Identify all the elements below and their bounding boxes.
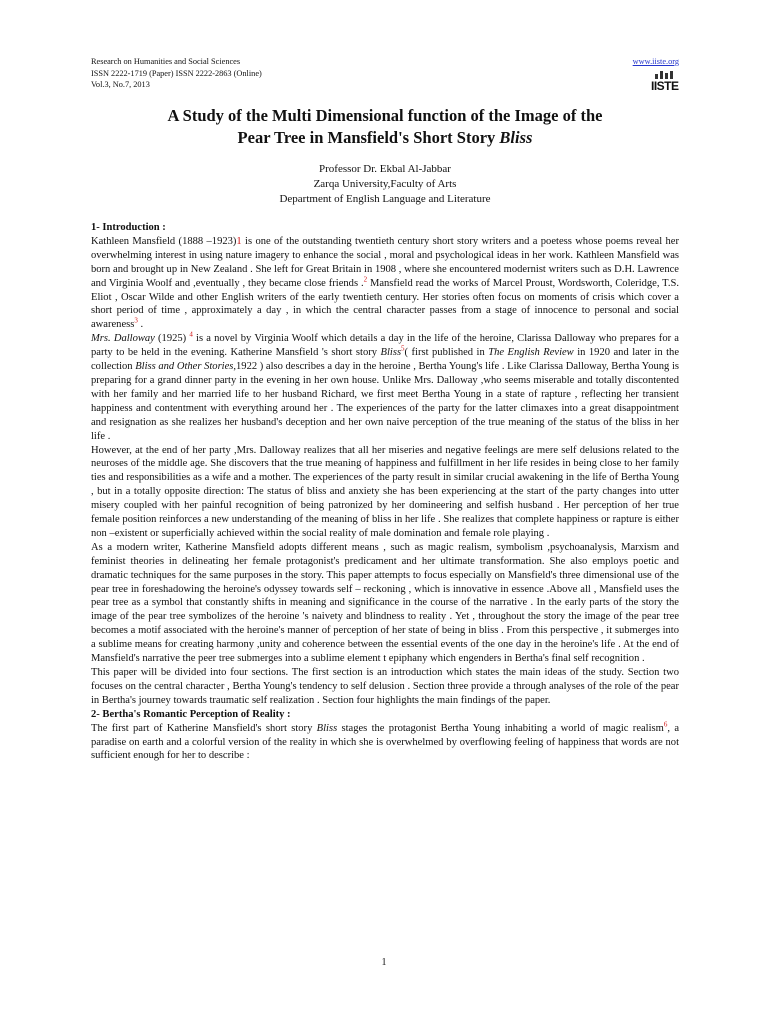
paragraph-6-text-a: The first part of Katherine Mansfield's short story: [91, 722, 317, 734]
paragraph-1-text-d: .: [137, 319, 144, 331]
paragraph-5: This paper will be divided into four sections. The first section is an introduction which states the main ideas of the study. Section two focuses on the central character , Bertha Young's tendency to self delusion . Section three provide a through analyses of the role of the pear in Bertha's journey towards traumatic self realization . Section four highlights the main findings of the paper.: [91, 667, 679, 706]
italic-english-review: The English Review: [488, 347, 574, 359]
logo-text: IISTE: [651, 79, 679, 93]
footnote-ref-4[interactable]: 4: [189, 330, 193, 339]
italic-mrs-dalloway: Mrs. Dalloway: [91, 333, 155, 345]
paragraph-6-text-b: stages the protagonist Bertha Young inhabiting a world of magic realism: [337, 722, 664, 734]
paragraph-1-text-c: Mansfield read the works of Marcel Proust, Wordsworth, Coleridge, T.S. Eliot , Oscar Wilde and other English writers of the early twentieth century. Her stories often focus on moments of crisis which cover a short period of time , approximately a day , in which the central character passes from a stage of innocence to personal and social awareness: [91, 277, 679, 331]
paragraph-1: [91, 235, 679, 332]
page-header: [91, 56, 679, 91]
title-line-1: A Study of the Multi Dimensional function of the Image of the: [167, 106, 603, 125]
paper-body: [91, 221, 679, 763]
paragraph-2-text-c: ( first published in: [404, 347, 489, 359]
paragraph-6-text-c: , a paradise on earth and a colorful version of the reality in which she is overwhelmed by overflowing feeling of happiness that words are not sufficient enough for her to describe :: [91, 722, 679, 762]
journal-url-link[interactable]: www.iiste.org: [632, 57, 679, 66]
title-italic-bliss: Bliss: [499, 128, 533, 147]
italic-bliss: Bliss: [380, 347, 402, 359]
iiste-logo: [651, 71, 677, 99]
footnote-ref-1[interactable]: 1: [236, 235, 242, 247]
section-1-heading: 1- Introduction :: [91, 222, 166, 233]
italic-bliss-collection: Bliss and Other Stories: [135, 361, 234, 373]
section-2-heading: 2- Bertha's Romantic Perception of Reality :: [91, 708, 291, 720]
paragraph-1-text-b: is one of the outstanding twentieth century short story writers and a poetess whose poems reveal her overwhelming interest in using nature imagery to enhance the social , moral and psychological ideas in her work. Kathleen Mansfield was born and brought up in New Zealand . She left for Great Britain in 1908 , where she encountered modernist writers such as D.H. Lawrence and Virginia Woolf and ,eventually , they became close friends .: [91, 235, 679, 289]
paragraph-2-text-b: is a novel by Virginia Woolf which details a day in the life of the heroine, Clarissa Dalloway who prepares for a party to be held in the evening. Katherine Mansfield 's short story: [91, 333, 679, 359]
paragraph-6: [91, 722, 679, 764]
paragraph-2-text-e: ,1922 ) also describes a day in the heroine , Bertha Young's life . Like Clarissa Dalloway, Bertha Young is preparing for a grand dinner party in the evening in her own house. Unlike Mrs. Dalloway ,who seems miserable and totally discontented with her family and her married life to her husband Richard, we first meet Bertha Young in a state of rapture , reflecting her transient happiness and contentment with everything around her . The experiences of the party for the latter climaxes into a great disappointment and resignation as she realizes her husband's deception and her own naive perception of the true meaning of the status of the bliss in her life .: [91, 361, 679, 442]
author-name: Professor Dr. Ekbal Al-Jabbar: [319, 163, 451, 175]
page-number: 1: [381, 957, 387, 968]
logo-bars-icon: [651, 71, 677, 79]
footnote-ref-3[interactable]: 3: [134, 316, 138, 325]
footnote-ref-2[interactable]: 2: [363, 275, 368, 284]
title-line-2: [91, 127, 679, 149]
author-block: [91, 162, 679, 207]
author-department: Department of English Language and Literature: [279, 193, 491, 205]
journal-name: Research on Humanities and Social Sciences: [91, 57, 241, 66]
paragraph-2-text-d: in 1920 and later in the collection: [91, 347, 680, 373]
issn-line: ISSN 2222-1719 (Paper) ISSN 2222-2863 (Online): [91, 68, 262, 78]
author-affiliation: Zarqa University,Faculty of Arts: [313, 178, 457, 190]
paragraph-4: As a modern writer, Katherine Mansfield adopts different means , such as magic realism, symbolism ,psychoanalysis, Marxism and feminist theories in delineating her female protagonist's predicament and her ultimate transformation. She also employs poetic and dramatic techniques for the same purposes in the story. This paper attempts to focus especially on Mansfield's three dimensional use of the pear tree in foreshadowing the heroine's odyssey towards self – reckoning , which is innovative in essence .Above all , Mansfield uses the pear tree as a symbol that constantly shifts in meaning and significance in the course of the narrative . In the early parts of the story the image of the pear tree symbolizes of the heroine 's naivety and blindness to reality . Yet , throughout the story the image of the pear tree becomes a motif associated with the heroine's manner of perception of her state of being in bliss . From this perspective , it submerges into a sublime means for creating harmony ,unity and coherence between the essential events of the one day in the heroine's life . At the end of Mansfield's narrative the peer tree submerges into a sublime element t epiphany which engenders in Bertha's final self recognition .: [91, 541, 679, 665]
paragraph-3: However, at the end of her party ,Mrs. Dalloway realizes that all her miseries and negative feelings are mere self delusions related to the neuroses of the middle age. She discovers that the true meaning of happiness and fulfillment in her life resides in being close to her family ties and responsibilities as a wife and a mother. The experiences of the party result in similar crucial awakening in the life of Bertha Young , but in a totally opposite direction: The status of bliss and anxiety she has been experiencing at the start of the party changes into utter misery coupled with her painful recognition of being patronized by her domineering and selfish husband . Her perception of her true female position reinforces a new understanding of the meaning of bliss in her life . She realizes that complete happiness or rapture is either non –existent or superficially achieved within the social reality of male domination and female role playing .: [91, 444, 679, 539]
paragraph-2: [91, 332, 679, 443]
volume-line: Vol.3, No.7, 2013: [91, 80, 150, 89]
paragraph-2-text-a: (1925): [154, 333, 190, 345]
paper-title: [91, 105, 679, 149]
italic-bliss-2: Bliss: [316, 722, 338, 734]
paragraph-1-text-a: Kathleen Mansfield (1888 –1923): [91, 235, 237, 247]
title-line-2-text: Pear Tree in Mansfield's Short Story: [237, 128, 500, 147]
footnote-ref-5[interactable]: 5: [401, 344, 405, 353]
footnote-ref-6[interactable]: 6: [663, 720, 668, 729]
